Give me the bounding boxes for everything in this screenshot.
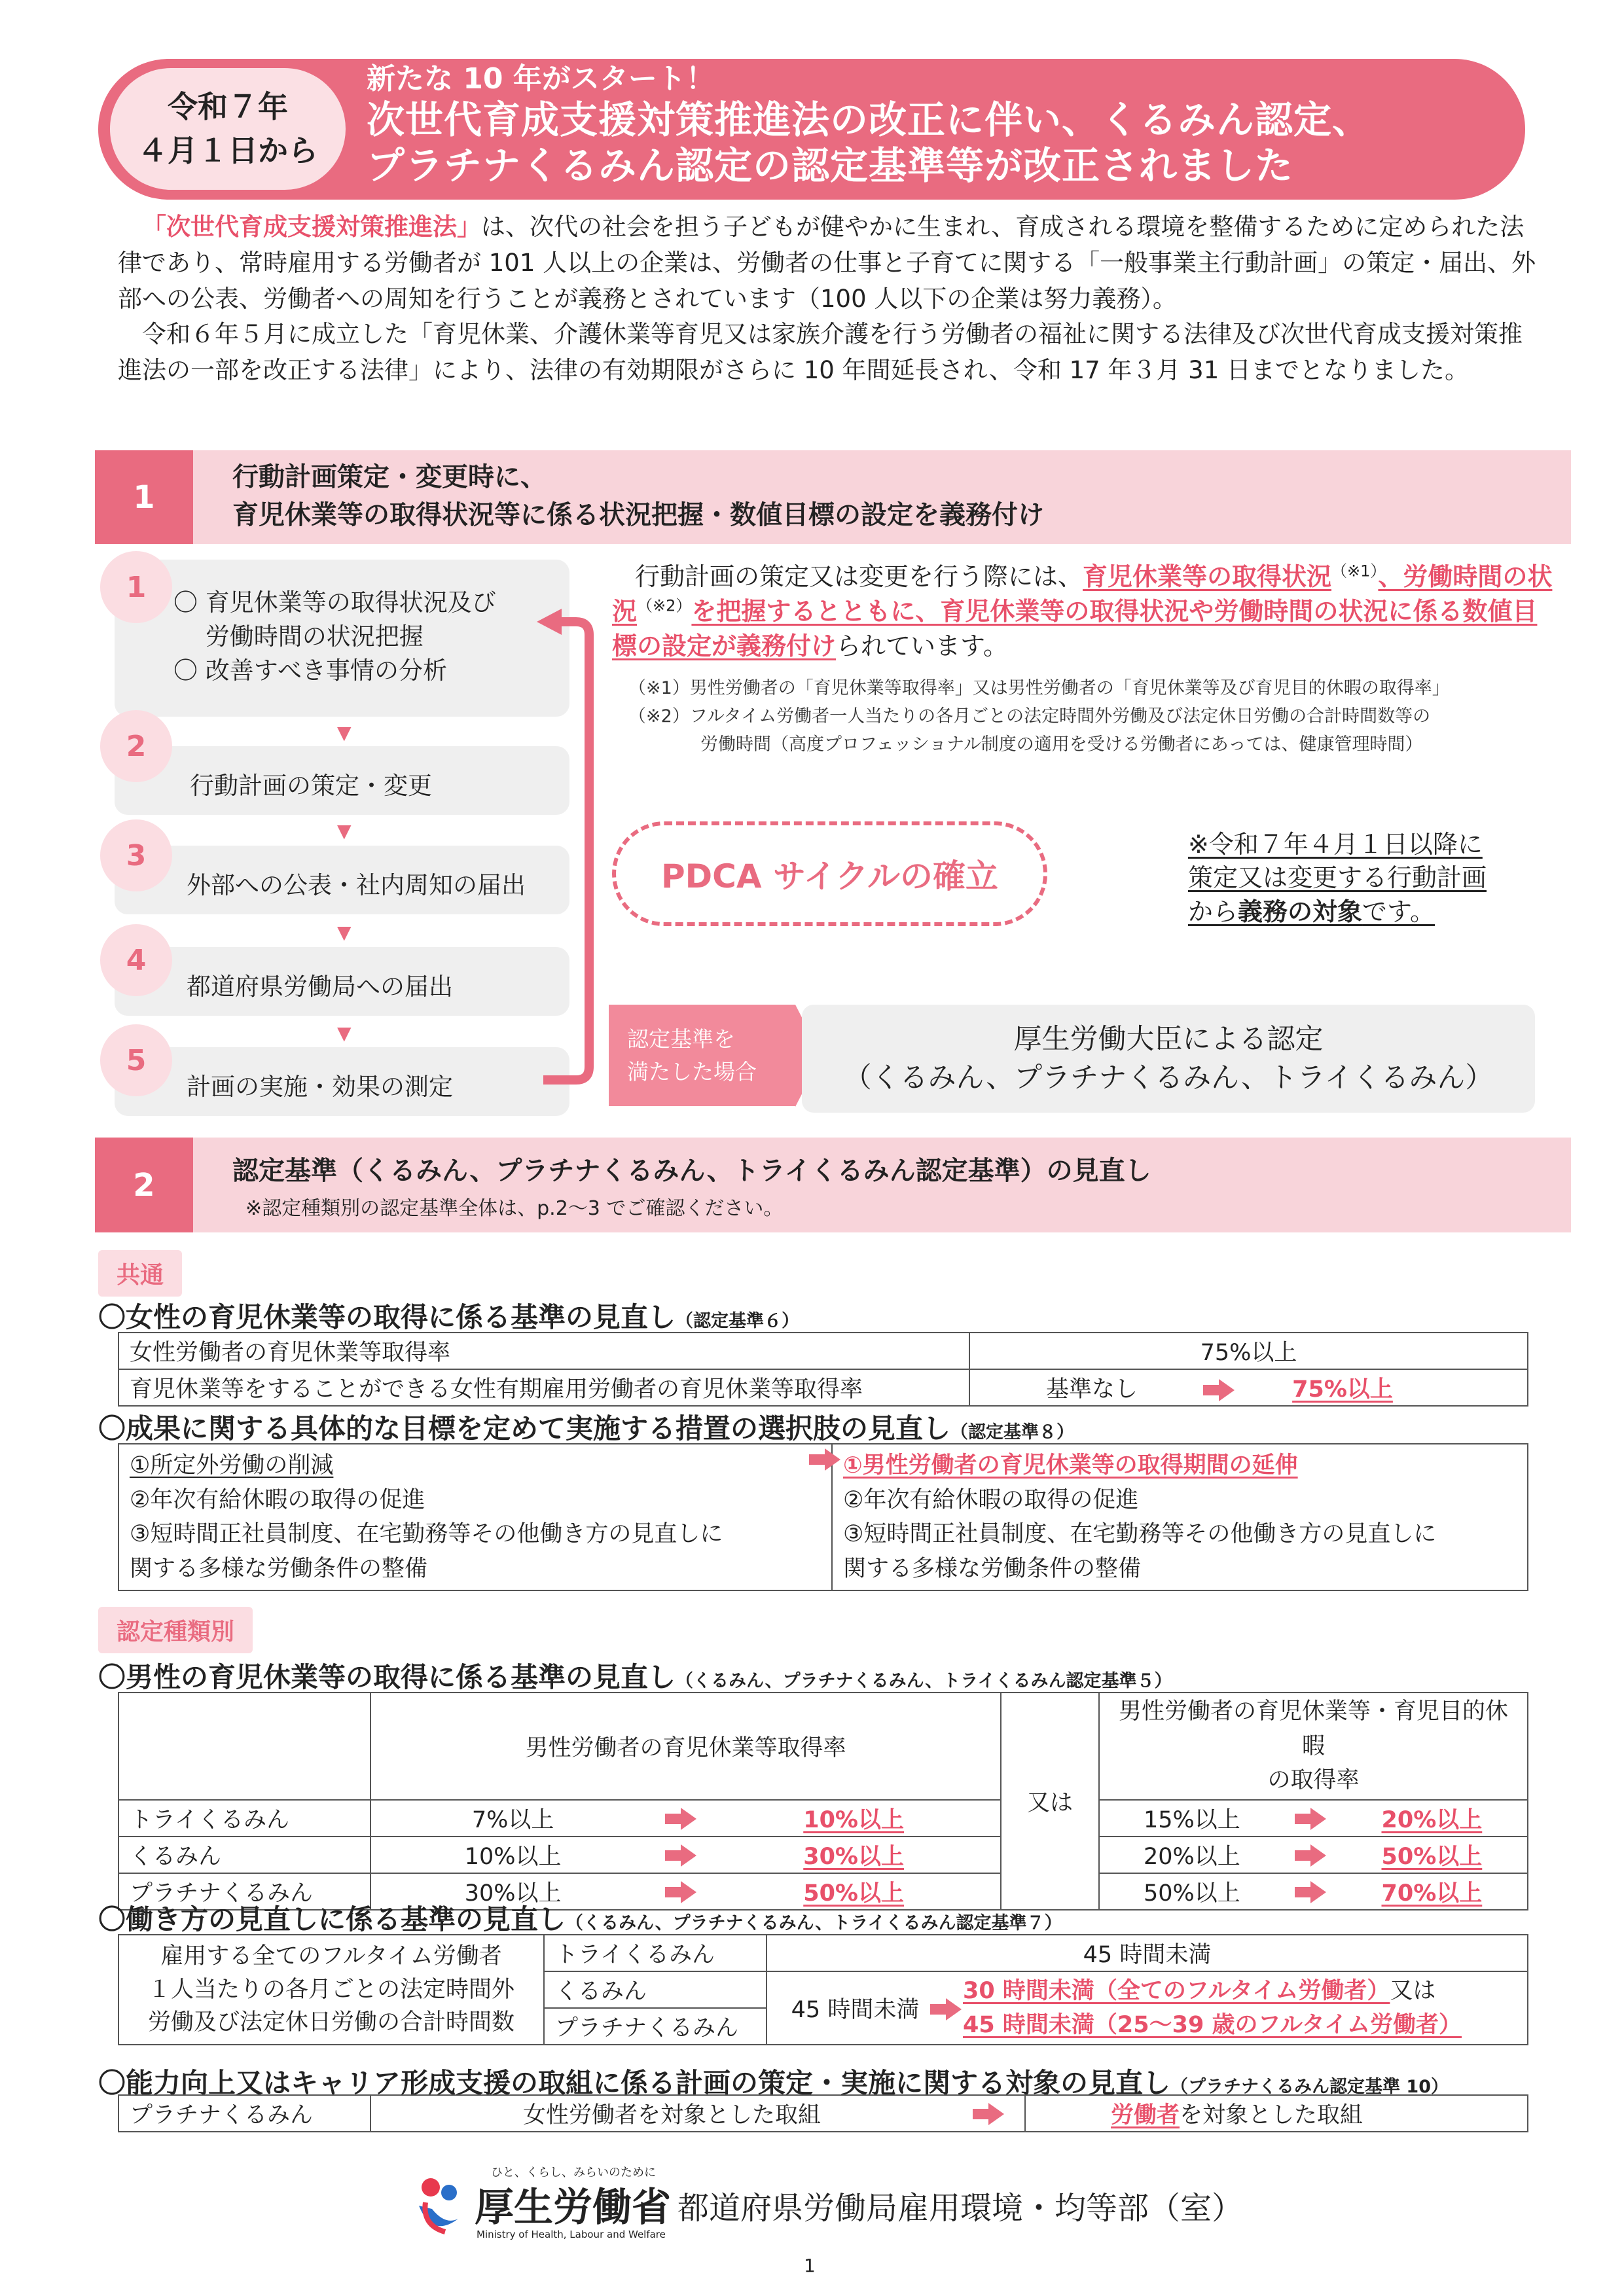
step-3-number: 3 (100, 819, 172, 891)
step-1-content (173, 586, 496, 687)
department-name: 都道府県労働局雇用環境・均等部（室） (677, 2190, 1244, 2227)
table-row (118, 1444, 1528, 1590)
notice-line3a: から (1188, 897, 1238, 926)
intro-text (118, 209, 1545, 389)
section1-number: 1 (95, 450, 193, 544)
table-cell (1284, 1837, 1337, 1873)
desc-c: （※1） (1331, 562, 1379, 581)
left3: ③短時間正社員制度、在宅勤務等その他働き方の見直しに (130, 1521, 723, 1547)
after-highlight: 労働者 (1111, 2102, 1180, 2128)
section2-subnote: ※認定種類別の認定基準全体は、p.2～3 でご確認ください。 (245, 1197, 784, 1220)
criteria-5-heading (98, 1656, 1172, 1695)
law-name: 「次世代育成支援対策推進法」 (142, 213, 481, 241)
after2: 45 時間未満（25～39 歳のフルタイム労働者） (963, 2012, 1462, 2038)
intro-paragraph-1 (118, 209, 1545, 317)
table-cell: プラチナくるみん (118, 1873, 370, 1910)
step-1-box (115, 560, 569, 717)
intro-p1-rest: は、次代の社会を担う子どもが健やかに生まれ、育成される環境を整備するために定められた法律であり、常時雇用する労働者が 101 人以上の企業は、労働者の仕事と子育てに関する「一般事業主行動計画」の策定・届出、外部への公表、労働者への周知を行うことが義務とされています（100 人以下の企業は努力義務）。 (118, 213, 1536, 313)
table-cell: 15%以上 (1099, 1800, 1284, 1837)
step-4-label: 都道府県労働局への届出 (187, 973, 453, 1001)
table-cell: 10%以上 (370, 1837, 655, 1873)
table-row (118, 1837, 1528, 1873)
table-cell: 50%以上 (1337, 1837, 1528, 1873)
criteria-6-heading (98, 1296, 799, 1335)
desc-f: を把握するとともに、育児休業等の取得状況や労働時間の状況に係る数値目標の設定が義務付け (612, 597, 1538, 661)
change-arrow-icon (1295, 1881, 1326, 1903)
table-cell: 男性労働者の育児休業等取得率 (370, 1693, 1001, 1800)
step-1-line3: 〇 改善すべき事情の分析 (173, 656, 448, 685)
step-2-box (115, 746, 569, 815)
header-title-line1: 次世代育成支援対策推進法の改正に伴い、くるみん認定、 (367, 98, 1371, 143)
col2b: の取得率 (1267, 1767, 1360, 1793)
step-5-box (115, 1047, 569, 1116)
change-arrow-icon (1295, 1844, 1326, 1867)
minister-certification-box (802, 1005, 1535, 1113)
loop-arrow-icon (537, 609, 609, 1093)
desc-d: 、労働時間の状況 (612, 562, 1553, 626)
table-cell (1284, 1800, 1337, 1837)
intro-paragraph-2: 令和６年５月に成立した「育児休業、介護休業等育児又は家族介護を行う労働者の福祉に関する法律及び次世代育成支援対策推進法の一部を改正する法律」により、法律の有効期限がさらに 10 年間延長され、令和 17 年３月 31 日までとなりました。 (118, 320, 1523, 384)
table-cell: トライくるみん (118, 1800, 370, 1837)
table-row (118, 1693, 1528, 1800)
table-cell: 女性労働者の育児休業等取得率 (118, 1333, 969, 1369)
table-cell (1099, 1693, 1528, 1800)
table-cell: 20%以上 (1337, 1800, 1528, 1837)
lbl2: １人当たりの各月ごとの法定時間外 (147, 1976, 514, 2003)
change-arrow-icon (973, 2103, 1004, 2125)
cert-tag-line1: 認定基準を (627, 1026, 735, 1052)
section1-notes (628, 674, 1558, 759)
right3: ③短時間正社員制度、在宅勤務等その他働き方の見直しに (843, 1521, 1437, 1547)
ministry-logo-icon (412, 2173, 465, 2238)
table-cell (1284, 1873, 1337, 1910)
page-number: 1 (804, 2255, 816, 2276)
h3-text: 〇男性の育児休業等の取得に係る基準の見直し (98, 1661, 676, 1693)
table-row (118, 1800, 1528, 1837)
after1b: 又は (1390, 1977, 1436, 2004)
down-arrow-icon: ▼ (337, 922, 352, 943)
table-cell: 30%以上 (707, 1837, 1001, 1873)
left1: ①所定外労働の削減 (130, 1452, 334, 1479)
table-cell: 75%以上 (969, 1333, 1528, 1369)
tag-common: 共通 (98, 1250, 182, 1297)
h2-small: （認定基準８） (950, 1422, 1075, 1443)
table-cell (118, 1935, 544, 2045)
obligation-notice (1188, 828, 1487, 929)
criteria-7-heading (98, 1898, 1062, 1937)
change-arrow-icon (665, 1844, 696, 1867)
cert-line2: （くるみん、プラチナくるみん、トライくるみん） (843, 1061, 1494, 1094)
table-cell: 女性労働者を対象とした取組 (370, 2095, 973, 2132)
left2: ②年次有給休暇の取得の促進 (130, 1486, 425, 1513)
notice-line3b: 義務の対象 (1238, 897, 1363, 926)
table-cell: 70%以上 (1337, 1873, 1528, 1910)
notice-line3 (1188, 895, 1487, 929)
h5-text: 〇能力向上又はキャリア形成支援の取組に係る計画の策定・実施に関する対象の見直し (98, 2067, 1171, 2099)
section1-header (95, 450, 1571, 544)
table-row (118, 1935, 1528, 1971)
criteria-7-table (118, 1934, 1528, 2045)
ministry-name: 厚生労働省 (475, 2185, 671, 2231)
right4: 関する多様な労働条件の整備 (843, 1555, 1142, 1582)
col2a: 男性労働者の育児休業等・育児目的休暇 (1118, 1698, 1508, 1759)
change-arrow-icon (930, 1998, 962, 2020)
step-5-label: 計画の実施・効果の測定 (187, 1073, 453, 1101)
down-arrow-icon: ▼ (337, 820, 352, 842)
after-value: 75%以上 (1292, 1376, 1393, 1403)
notice-line2: 策定又は変更する行動計画 (1188, 863, 1487, 893)
change-arrow-icon (665, 1808, 696, 1830)
lbl1: 雇用する全てのフルタイム労働者 (160, 1943, 502, 1969)
right2: ②年次有給休暇の取得の促進 (843, 1486, 1139, 1513)
note-2a: （※2）フルタイム労働者一人当たりの各月ごとの法定時間外労働及び法定休日労働の合計時間数等の (628, 706, 1431, 727)
header-title-line2: プラチナくるみん認定の認定基準等が改正されました (367, 143, 1294, 188)
step-1-line1: 〇 育児休業等の取得状況及び (173, 588, 496, 617)
table-cell: 7%以上 (370, 1800, 655, 1837)
cert-line1: 厚生労働大臣による認定 (1013, 1023, 1324, 1056)
table-cell: くるみん (544, 1971, 767, 2008)
table-cell-before (118, 1444, 832, 1590)
h1-text: 〇女性の育児休業等の取得に係る基準の見直し (98, 1301, 676, 1333)
step-2-label: 行動計画の策定・変更 (190, 772, 432, 800)
criteria-6-table (118, 1332, 1528, 1407)
table-cell: 45 時間未満 (767, 1971, 943, 2045)
table-cell (973, 2095, 1025, 2132)
table-cell (655, 1837, 707, 1873)
table-cell (943, 1971, 1528, 2045)
notice-line3c: です。 (1362, 897, 1435, 926)
h2-text: 〇成果に関する具体的な目標を定めて実施する措置の選択肢の見直し (98, 1412, 951, 1444)
note-1: （※1）男性労働者の「育児休業等取得率」又は男性労働者の「育児休業等及び育児目的休暇の取得率」 (628, 678, 1450, 698)
step-5-number: 5 (100, 1024, 172, 1096)
table-cell: 45 時間未満 (767, 1935, 1528, 1971)
change-arrow-icon (1295, 1808, 1326, 1830)
table-cell: トライくるみん (544, 1935, 767, 1971)
table-cell (1025, 2095, 1528, 2132)
step-3-label: 外部への公表・社内周知の届出 (187, 871, 526, 899)
tag-by-type: 認定種類別 (98, 1607, 253, 1653)
step-3-box (115, 846, 569, 914)
left4: 関する多様な労働条件の整備 (130, 1555, 428, 1582)
h5-small: （プラチナくるみん認定基準 10） (1170, 2077, 1449, 2097)
table-cell: 10%以上 (707, 1800, 1001, 1837)
h4-text: 〇働き方の見直しに係る基準の見直し (98, 1903, 566, 1935)
table-cell: くるみん (118, 1837, 370, 1873)
criteria-8-table (118, 1443, 1528, 1591)
section1-description (612, 560, 1555, 664)
section1-title-line2: 育児休業等の取得状況等に係る状況把握・数値目標の設定を義務付け (232, 500, 1044, 530)
table-row (118, 2095, 1528, 2132)
section1-title (232, 458, 1044, 534)
table-cell (118, 1693, 370, 1800)
table-cell: 20%以上 (1099, 1837, 1284, 1873)
before-value: 基準なし (1045, 1376, 1138, 1403)
table-cell (969, 1369, 1528, 1406)
section2-title: 認定基準（くるみん、プラチナくるみん、トライくるみん認定基準）の見直し (232, 1156, 1151, 1186)
h3-small: （くるみん、プラチナくるみん、トライくるみん認定基準５） (676, 1671, 1172, 1691)
effective-date-badge (110, 68, 346, 190)
step-1-number: 1 (100, 551, 172, 623)
pdca-cycle-badge: PDCA サイクルの確立 (612, 821, 1047, 926)
note-2b: 労働時間（高度プロフェッショナル制度の適用を受ける労働者にあっては、健康管理時間） (700, 734, 1423, 755)
table-cell: プラチナくるみん (544, 2008, 767, 2045)
criteria-10-table (118, 2094, 1528, 2132)
header-subtitle: 新たな 10 年がスタート！ (367, 62, 715, 96)
table-row (118, 1333, 1528, 1369)
step-4-box (115, 947, 569, 1016)
cert-tag-line2: 満たした場合 (627, 1058, 757, 1085)
certification-condition-tag (609, 1005, 795, 1106)
h4-small: （くるみん、プラチナくるみん、トライくるみん認定基準７） (566, 1913, 1062, 1933)
table-cell: 50%以上 (707, 1873, 1001, 1910)
date-line2: ４月１日から (137, 133, 318, 168)
table-cell: 育児休業等をすることができる女性有期雇用労働者の育児休業等取得率 (118, 1369, 969, 1406)
step-4-number: 4 (100, 924, 172, 996)
section2-number: 2 (95, 1138, 193, 1232)
lbl3: 労働及び法定休日労働の合計時間数 (147, 2009, 514, 2036)
criteria-8-heading (98, 1407, 1074, 1446)
change-arrow-icon (809, 1448, 840, 1471)
section2-header (95, 1138, 1571, 1232)
criteria-5-table (118, 1692, 1528, 1910)
table-cell (655, 1800, 707, 1837)
ministry-tagline: ひと、くらし、みらいのために (491, 2166, 656, 2179)
down-arrow-icon: ▼ (337, 1022, 352, 1044)
right1: ①男性労働者の育児休業等の取得期間の延伸 (843, 1452, 1298, 1479)
date-line1: 令和７年 (168, 89, 288, 125)
table-cell: プラチナくるみん (118, 2095, 370, 2132)
or-cell: 又は (1001, 1693, 1099, 1910)
step-2-number: 2 (100, 710, 172, 782)
h1-small: （認定基準６） (676, 1311, 800, 1331)
header-text (367, 60, 1371, 188)
table-cell-after (832, 1444, 1528, 1590)
desc-a: 行動計画の策定又は変更を行う際には、 (635, 562, 1083, 591)
section1-title-line1: 行動計画策定・変更時に、 (232, 462, 547, 492)
desc-g: られています。 (836, 632, 1008, 661)
table-cell: 30%以上 (370, 1873, 655, 1910)
ministry-name-en: Ministry of Health, Labour and Welfare (477, 2229, 666, 2240)
down-arrow-icon: ▼ (337, 722, 352, 744)
step-1-line2: 労働時間の状況把握 (173, 622, 424, 651)
after-rest: を対象とした取組 (1180, 2102, 1363, 2128)
desc-e: （※2） (637, 596, 692, 615)
table-cell: 50%以上 (1099, 1873, 1284, 1910)
desc-b: 育児休業等の取得状況 (1083, 562, 1332, 591)
table-row (118, 1369, 1528, 1406)
after1a: 30 時間未満（全てのフルタイム労働者） (963, 1977, 1390, 2004)
notice-line1: ※令和７年４月１日以降に (1188, 830, 1483, 859)
change-arrow-icon (1203, 1379, 1235, 1401)
